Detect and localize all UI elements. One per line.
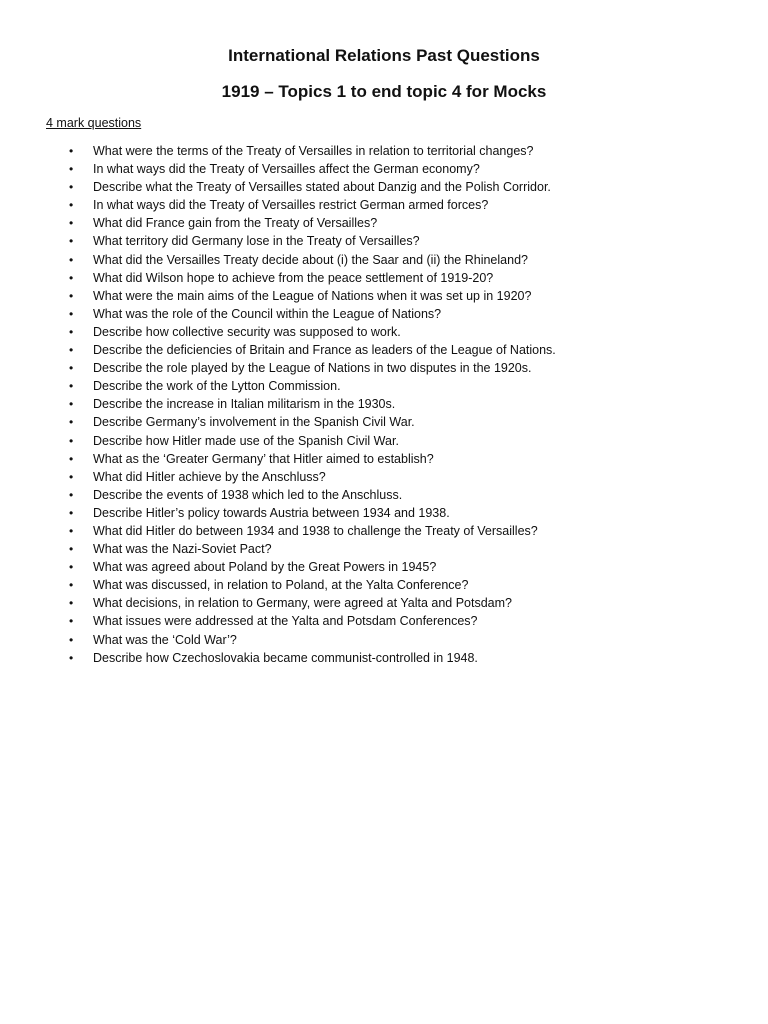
question-text: In what ways did the Treaty of Versailles affect the German economy? [93, 162, 480, 177]
question-text: Describe how Hitler made use of the Spanish Civil War. [93, 433, 399, 448]
question-text: Describe the increase in Italian militarism in the 1930s. [93, 397, 396, 412]
question-text: Describe Hitler’s policy towards Austria between 1934 and 1938. [93, 505, 450, 520]
bullet-icon: • [69, 162, 74, 177]
document-subtitle: 1919 – Topics 1 to end topic 4 for Mocks [221, 82, 547, 101]
bullet-icon: • [69, 614, 74, 629]
bullet-icon: • [69, 144, 74, 158]
bullet-icon: • [69, 451, 74, 466]
question-text: What was agreed about Poland by the Great Powers in 1945? [93, 560, 437, 575]
bullet-icon: • [69, 596, 74, 611]
question-text: What decisions, in relation to Germany, were agreed at Yalta and Potsdam? [93, 596, 512, 611]
question-text: What was discussed, in relation to Poland, at the Yalta Conference? [93, 578, 469, 593]
bullet-icon: • [69, 180, 74, 195]
bullet-icon: • [69, 433, 74, 448]
question-text: What was the Nazi-Soviet Pact? [93, 542, 272, 557]
question-text: Describe the deficiencies of Britain and France as leaders of the League of Nations. [93, 343, 556, 358]
question-text: What did Hitler do between 1934 and 1938 to challenge the Treaty of Versailles? [93, 523, 538, 538]
question-text: What as the ‘Greater Germany’ that Hitler aimed to establish? [93, 451, 434, 466]
bullet-icon: • [69, 523, 74, 538]
question-text: What was the ‘Cold War’? [93, 632, 237, 647]
question-text: Describe how Czechoslovakia became communist-controlled in 1948. [93, 650, 478, 665]
bullet-icon: • [69, 324, 74, 339]
question-text: What did Hitler achieve by the Anschluss? [93, 469, 326, 484]
question-text: Describe the work of the Lytton Commission. [93, 379, 341, 394]
question-text: What were the terms of the Treaty of Versailles in relation to territorial changes? [93, 144, 534, 158]
question-text: What did France gain from the Treaty of Versailles? [93, 216, 378, 231]
bullet-icon: • [69, 306, 74, 321]
bullet-icon: • [69, 487, 74, 502]
bullet-icon: • [69, 198, 74, 213]
bullet-icon: • [69, 379, 74, 394]
bullet-icon: • [69, 234, 74, 249]
question-text: Describe the role played by the League of Nations in two disputes in the 1920s. [93, 361, 532, 376]
question-text: What issues were addressed at the Yalta and Potsdam Conferences? [93, 614, 478, 629]
question-text: In what ways did the Treaty of Versailles restrict German armed forces? [93, 198, 489, 213]
bullet-icon: • [69, 252, 74, 267]
question-text: What was the role of the Council within the League of Nations? [93, 306, 442, 321]
bullet-icon: • [69, 650, 74, 665]
bullet-icon: • [69, 415, 74, 430]
section-heading: 4 mark questions [46, 116, 142, 130]
bullet-icon: • [69, 216, 74, 231]
bullet-icon: • [69, 469, 74, 484]
bullet-icon: • [69, 542, 74, 557]
question-text: What territory did Germany lose in the Treaty of Versailles? [93, 234, 420, 249]
question-text: Describe how collective security was supposed to work. [93, 324, 401, 339]
question-text: What were the main aims of the League of Nations when it was set up in 1920? [93, 288, 532, 303]
bullet-icon: • [69, 632, 74, 647]
bullet-icon: • [69, 288, 74, 303]
bullet-icon: • [69, 361, 74, 376]
question-text: Describe what the Treaty of Versailles stated about Danzig and the Polish Corridor. [93, 180, 551, 195]
bullet-icon: • [69, 397, 74, 412]
question-text: What did Wilson hope to achieve from the peace settlement of 1919-20? [93, 270, 494, 285]
question-text: Describe Germany’s involvement in the Spanish Civil War. [93, 415, 415, 430]
bullet-icon: • [69, 270, 74, 285]
bullet-icon: • [69, 505, 74, 520]
bullet-icon: • [69, 578, 74, 593]
question-text: Describe the events of 1938 which led to the Anschluss. [93, 487, 403, 502]
bullet-icon: • [69, 560, 74, 575]
document-title: International Relations Past Questions [228, 46, 540, 65]
question-text: What did the Versailles Treaty decide about (i) the Saar and (ii) the Rhineland? [93, 252, 528, 267]
bullet-icon: • [69, 343, 74, 358]
